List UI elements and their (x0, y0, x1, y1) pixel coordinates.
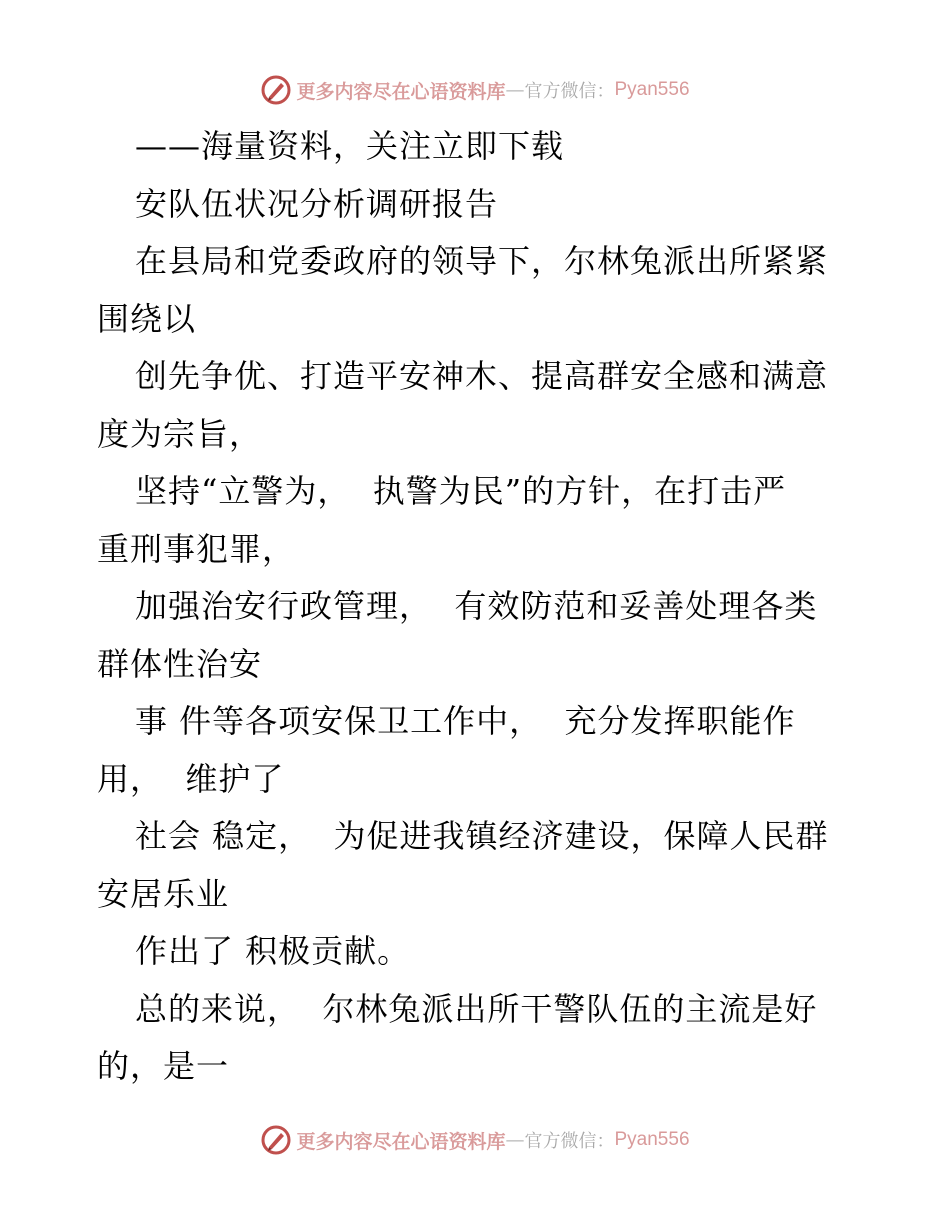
text-line: 的，是一 (97, 1047, 230, 1085)
text-line: 总的来说， 尔林兔派出所干警队伍的主流是好 (135, 989, 818, 1028)
text-line: 在县局和党委政府的领导下，尔林兔派出所紧紧 (135, 242, 829, 280)
text-line: 作出了 积极贡献。 (135, 932, 411, 970)
pen-logo-icon (260, 74, 292, 106)
banner-title: 更多内容尽在心语资料库 (296, 1130, 506, 1153)
banner-wechat-label: 官方微信： (524, 1131, 615, 1152)
document-title: 安队伍状况分析调研报告 (135, 184, 499, 223)
text-line: 用， 维护了 (97, 759, 285, 798)
pen-logo-icon (260, 1124, 292, 1156)
text-line: 创先争优、打造平安神木、提高群安全感和满意 (135, 357, 829, 395)
text-line: 重刑事犯罪， (97, 529, 296, 568)
banner-separator: — (505, 1129, 525, 1151)
text-line: 社会 稳定， 为促进我镇经济建设，保障人民群 (135, 817, 829, 855)
text-line: 群体性治安 (97, 644, 263, 683)
text-line: 坚持“立警为， 执警为民”的方针，在打击严 (135, 472, 787, 510)
banner-wechat-label: 官方微信： (524, 81, 615, 102)
text-line: 事 件等各项安保卫工作中， 充分发挥职能作 (135, 702, 796, 740)
document-body (97, 118, 857, 1096)
text-line: 围绕以 (97, 299, 197, 338)
text-line: 度为宗旨， (97, 414, 263, 453)
banner-title: 更多内容尽在心语资料库 (296, 80, 506, 103)
text-line: ——海量资料，关注立即下载 (135, 127, 565, 165)
text-line: 加强治安行政管理， 有效防范和妥善处理各类 (135, 587, 818, 625)
banner-wechat-id: Pyan556 (614, 1129, 690, 1150)
banner-wechat-id: Pyan556 (614, 79, 690, 100)
banner-separator: — (505, 79, 525, 101)
text-line: 安居乐业 (97, 874, 230, 913)
footer-banner (0, 1120, 950, 1160)
header-banner (0, 70, 950, 110)
